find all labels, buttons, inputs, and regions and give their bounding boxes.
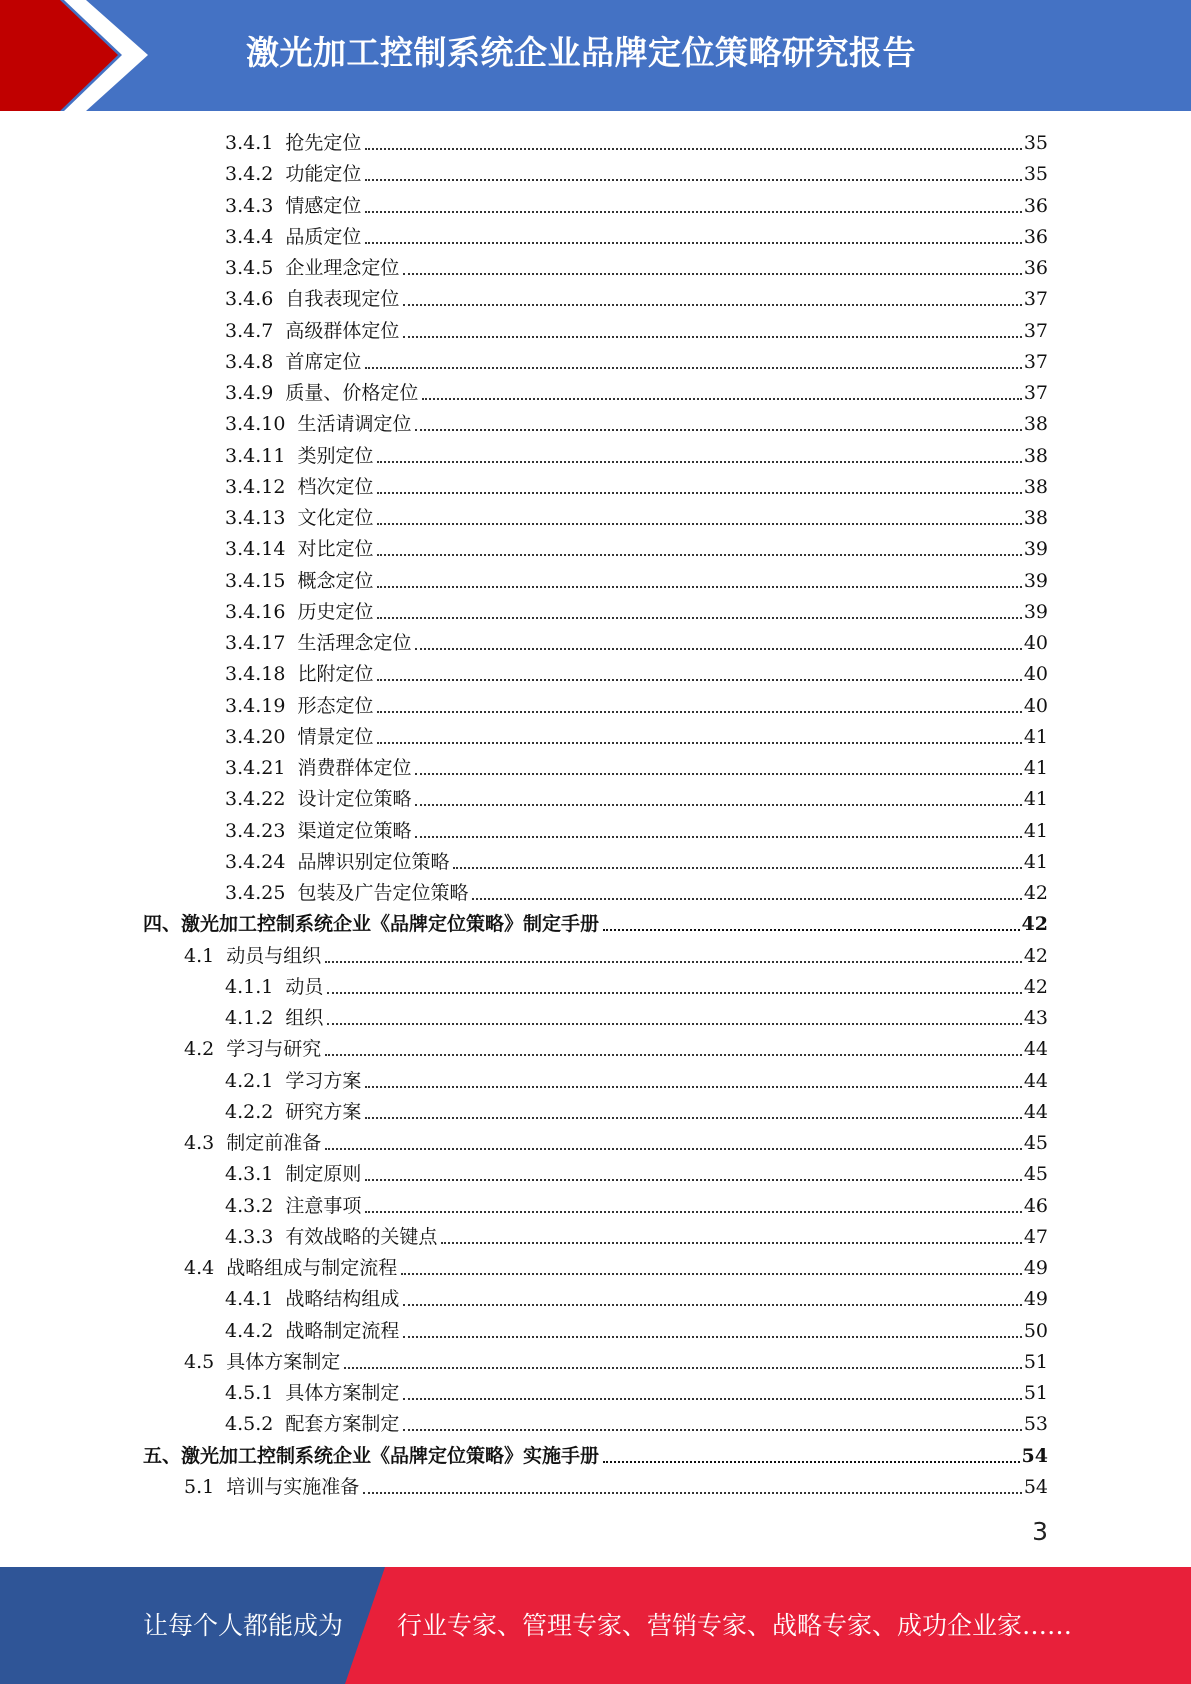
toc-dot-leader [377,460,1021,463]
toc-entry[interactable] [225,1378,1048,1409]
toc-entry-number: 3.4.15 [225,569,286,592]
toc-entry-title: 自我表现定位 [285,288,400,311]
toc-dot-leader [403,1428,1021,1431]
toc-entry-page: 35 [1023,163,1048,186]
toc-entry[interactable] [225,816,1048,847]
toc-entry-number: 4.2.2 [225,1100,274,1123]
toc-dot-leader [363,1491,1022,1494]
toc-entry-page: 51 [1023,1350,1048,1373]
toc-entry-page: 46 [1023,1194,1048,1217]
toc-entry-number: 4.1.2 [225,1007,274,1029]
toc-entry[interactable] [143,909,1048,940]
toc-entry-title: 概念定位 [297,569,374,592]
toc-dot-leader [472,897,1021,900]
toc-dot-leader [377,522,1021,525]
toc-entry-page: 43 [1023,1007,1048,1029]
toc-entry-page: 51 [1023,1382,1048,1404]
toc-entry[interactable] [184,1128,1048,1159]
toc-entry-title: 制定原则 [285,1163,362,1186]
toc-entry-number: 3.4.17 [225,632,286,654]
toc-entry-number: 3.4.2 [225,163,274,186]
toc-entry-title: 消费群体定位 [297,757,412,779]
toc-entry-title: 四、激光加工控制系统企业《品牌定位策略》制定手册 [143,913,600,936]
toc-entry-page: 38 [1023,444,1048,467]
toc-entry-page: 38 [1023,475,1048,498]
toc-entry-title: 培训与实施准备 [226,1475,360,1498]
toc-entry-page: 41 [1023,757,1048,779]
toc-entry-title: 具体方案制定 [285,1382,400,1404]
toc-entry[interactable] [225,847,1048,878]
toc-entry[interactable] [225,1066,1048,1097]
toc-dot-leader [403,272,1021,275]
toc-entry-number: 4.1.1 [225,975,274,998]
toc-entry[interactable] [225,159,1048,190]
toc-entry-number: 4.5 [184,1350,215,1373]
toc-entry[interactable] [184,1347,1048,1378]
toc-entry-page: 40 [1023,663,1048,686]
page-header [0,0,1191,111]
toc-entry-number: 3.4.14 [225,538,286,561]
toc-entry[interactable] [225,753,1048,784]
toc-entry-title: 功能定位 [285,163,362,186]
toc-entry-title: 组织 [285,1007,324,1029]
toc-entry-number: 3.4.25 [225,882,286,904]
toc-entry-title: 五、激光加工控制系统企业《品牌定位策略》实施手册 [143,1444,600,1467]
toc-entry-page: 44 [1023,1100,1048,1123]
toc-entry-page: 40 [1023,694,1048,717]
toc-entry[interactable] [225,597,1048,628]
toc-entry-title: 质量、价格定位 [285,382,419,404]
toc-entry-title: 具体方案制定 [226,1350,341,1373]
toc-entry-number: 3.4.24 [225,850,286,873]
toc-dot-leader [403,1397,1021,1400]
toc-entry-page: 39 [1023,600,1048,623]
toc-entry[interactable] [225,1159,1048,1190]
toc-entry-title: 设计定位策略 [297,788,412,811]
footer-slogan-right: 行业专家、管理专家、营销专家、战略专家、成功企业家…… [397,1611,1073,1640]
toc-dot-leader [365,1085,1021,1088]
toc-entry-number: 3.4.8 [225,350,274,373]
toc-dot-leader [415,428,1021,431]
toc-entry-page: 53 [1023,1413,1048,1436]
toc-entry-title: 文化定位 [297,507,374,529]
toc-dot-leader [365,1210,1021,1213]
toc-entry-title: 情感定位 [285,194,362,217]
toc-dot-leader [401,1272,1022,1275]
toc-dot-leader [365,210,1021,213]
toc-entry-title: 战略制定流程 [285,1319,400,1342]
toc-entry-title: 战略结构组成 [285,1288,400,1311]
toc-dot-leader [403,335,1021,338]
toc-entry-title: 品质定位 [285,225,362,248]
toc-entry-page: 40 [1023,632,1048,654]
toc-dot-leader [365,366,1021,369]
toc-entry-number: 3.4.13 [225,507,286,529]
toc-entry-page: 44 [1023,1069,1048,1092]
toc-entry[interactable] [225,1191,1048,1222]
toc-entry[interactable] [225,659,1048,690]
toc-dot-leader [377,678,1021,681]
toc-entry-title: 动员 [285,975,324,998]
toc-entry-title: 高级群体定位 [285,319,400,342]
toc-entry[interactable] [225,191,1048,222]
toc-entry-page: 41 [1023,788,1048,811]
toc-entry-number: 3.4.5 [225,257,274,279]
toc-entry-number: 3.4.21 [225,757,286,779]
toc-entry[interactable] [225,409,1048,440]
toc-entry-number: 3.4.6 [225,288,274,311]
toc-dot-leader [325,1147,1022,1150]
toc-dot-leader [377,710,1021,713]
toc-entry[interactable] [225,1284,1048,1315]
toc-entry[interactable] [225,1409,1048,1440]
toc-entry-number: 3.4.23 [225,819,286,842]
toc-dot-leader [403,1303,1021,1306]
toc-entry[interactable] [225,722,1048,753]
toc-dot-leader [377,585,1021,588]
toc-dot-leader [453,866,1021,869]
toc-entry-number: 3.4.16 [225,600,286,623]
toc-entry-page: 41 [1023,850,1048,873]
toc-entry[interactable] [225,784,1048,815]
toc-entry[interactable] [225,222,1048,253]
toc-entry[interactable] [225,972,1048,1003]
toc-dot-leader [327,1022,1021,1025]
toc-entry-title: 有效战略的关键点 [285,1225,438,1248]
toc-entry-number: 3.4.19 [225,694,286,717]
toc-entry-title: 渠道定位策略 [297,819,412,842]
toc-entry-number: 3.4.18 [225,663,286,686]
toc-entry-number: 4.3.1 [225,1163,274,1186]
toc-entry-page: 35 [1023,132,1048,154]
toc-entry-page: 50 [1023,1319,1048,1342]
toc-entry-page: 42 [1021,913,1048,936]
toc-entry-page: 49 [1023,1257,1048,1279]
header-chevron-graphic [0,0,220,111]
toc-entry-title: 生活请调定位 [297,413,412,436]
toc-entry-title: 学习方案 [285,1069,362,1092]
toc-entry-page: 47 [1023,1225,1048,1248]
toc-entry[interactable] [184,941,1048,972]
toc-dot-leader [365,147,1021,150]
toc-entry[interactable] [225,878,1048,909]
toc-entry-page: 42 [1023,882,1048,904]
toc-entry-title: 档次定位 [297,475,374,498]
toc-entry-title: 品牌识别定位策略 [297,850,450,873]
toc-entry-page: 39 [1023,569,1048,592]
toc-entry-page: 41 [1023,725,1048,748]
toc-entry[interactable] [143,1441,1048,1472]
toc-dot-leader [403,303,1021,306]
toc-entry[interactable] [225,1316,1048,1347]
toc-dot-leader [422,397,1021,400]
toc-entry-number: 3.4.9 [225,382,274,404]
toc-entry-title: 企业理念定位 [285,257,400,279]
toc-entry[interactable] [225,284,1048,315]
toc-dot-leader [603,1460,1020,1463]
page-footer [0,1567,1191,1684]
toc-entry-title: 学习与研究 [226,1038,322,1061]
toc-entry-number: 4.4.2 [225,1319,274,1342]
toc-dot-leader [377,491,1021,494]
toc-dot-leader [377,741,1021,744]
toc-entry-page: 37 [1023,350,1048,373]
toc-entry-title: 抢先定位 [285,132,362,154]
toc-entry-title: 制定前准备 [226,1132,322,1154]
footer-slogan-left: 让每个人都能成为 [143,1611,344,1640]
toc-entry-number: 4.5.2 [225,1413,274,1436]
toc-entry-title: 历史定位 [297,600,374,623]
toc-entry[interactable] [225,347,1048,378]
toc-entry-number: 4.3.3 [225,1225,274,1248]
toc-dot-leader [415,772,1021,775]
toc-entry-number: 3.4.12 [225,475,286,498]
toc-entry[interactable] [225,534,1048,565]
toc-entry[interactable] [225,441,1048,472]
toc-entry-page: 38 [1023,507,1048,529]
toc-entry-page: 37 [1023,288,1048,311]
toc-entry-page: 36 [1023,194,1048,217]
toc-entry[interactable] [184,1253,1048,1284]
toc-entry-page: 42 [1023,944,1048,967]
toc-dot-leader [344,1366,1022,1369]
toc-entry[interactable] [225,472,1048,503]
toc-entry-number: 3.4.10 [225,413,286,436]
toc-entry-number: 4.3 [184,1132,215,1154]
toc-entry-page: 45 [1023,1132,1048,1154]
toc-entry[interactable] [225,1222,1048,1253]
toc-entry-number: 5.1 [184,1475,215,1498]
toc-entry-title: 战略组成与制定流程 [226,1257,398,1279]
toc-dot-leader [365,1178,1021,1181]
toc-dot-leader [415,647,1021,650]
toc-entry-title: 包装及广告定位策略 [297,882,469,904]
toc-entry-title: 配套方案制定 [285,1413,400,1436]
toc-entry-number: 3.4.3 [225,194,274,217]
toc-entry-title: 动员与组织 [226,944,322,967]
toc-entry-page: 37 [1023,382,1048,404]
toc-entry-number: 3.4.22 [225,788,286,811]
toc-entry-page: 45 [1023,1163,1048,1186]
toc-entry[interactable] [184,1034,1048,1065]
toc-entry-title: 首席定位 [285,350,362,373]
toc-entry[interactable] [225,628,1048,659]
toc-entry-page: 54 [1023,1475,1048,1498]
toc-entry-page: 36 [1023,257,1048,279]
toc-entry-title: 对比定位 [297,538,374,561]
toc-entry-title: 注意事项 [285,1194,362,1217]
toc-dot-leader [377,616,1021,619]
toc-dot-leader [365,1116,1021,1119]
toc-entry-number: 4.4.1 [225,1288,274,1311]
toc-entry-number: 3.4.11 [225,444,286,467]
toc-dot-leader [415,835,1021,838]
toc-entry-number: 4.3.2 [225,1194,274,1217]
toc-entry-number: 3.4.1 [225,132,274,154]
toc-entry-page: 42 [1023,975,1048,998]
page-number: 3 [1032,1517,1048,1546]
toc-entry-number: 3.4.20 [225,725,286,748]
toc-entry[interactable] [225,566,1048,597]
toc-dot-leader [365,178,1021,181]
toc-entry-number: 3.4.4 [225,225,274,248]
toc-dot-leader [365,241,1021,244]
toc-entry-page: 54 [1021,1444,1048,1467]
toc-entry[interactable] [225,503,1048,534]
toc-entry[interactable] [225,316,1048,347]
toc-entry-page: 38 [1023,413,1048,436]
toc-dot-leader [441,1241,1021,1244]
toc-dot-leader [325,960,1022,963]
toc-entry-title: 情景定位 [297,725,374,748]
report-title: 激光加工控制系统企业品牌定位策略研究报告 [246,33,916,72]
toc-entry-number: 3.4.7 [225,319,274,342]
toc-entry[interactable] [225,1097,1048,1128]
toc-entry-number: 4.1 [184,944,215,967]
toc-dot-leader [403,1335,1021,1338]
toc-dot-leader [327,991,1021,994]
toc-dot-leader [415,803,1021,806]
toc-entry-page: 36 [1023,225,1048,248]
toc-entry-number: 4.2.1 [225,1069,274,1092]
toc-entry[interactable] [225,128,1048,159]
toc-entry-number: 4.4 [184,1257,215,1279]
toc-entry-title: 形态定位 [297,694,374,717]
toc-entry-title: 研究方案 [285,1100,362,1123]
toc-entry-title: 比附定位 [297,663,374,686]
toc-entry[interactable] [225,378,1048,409]
toc-entry-page: 37 [1023,319,1048,342]
toc-dot-leader [603,928,1020,931]
toc-dot-leader [325,1053,1022,1056]
toc-entry[interactable] [225,691,1048,722]
toc-entry-title: 生活理念定位 [297,632,412,654]
toc-entry[interactable] [225,253,1048,284]
toc-entry-number: 4.5.1 [225,1382,274,1404]
toc-entry[interactable] [184,1472,1048,1503]
toc-entry[interactable] [225,1003,1048,1034]
toc-entry-title: 类别定位 [297,444,374,467]
toc-entry-page: 44 [1023,1038,1048,1061]
toc-entry-page: 49 [1023,1288,1048,1311]
toc-entry-page: 41 [1023,819,1048,842]
toc-entry-number: 4.2 [184,1038,215,1061]
toc-entry-page: 39 [1023,538,1048,561]
toc-dot-leader [377,553,1021,556]
